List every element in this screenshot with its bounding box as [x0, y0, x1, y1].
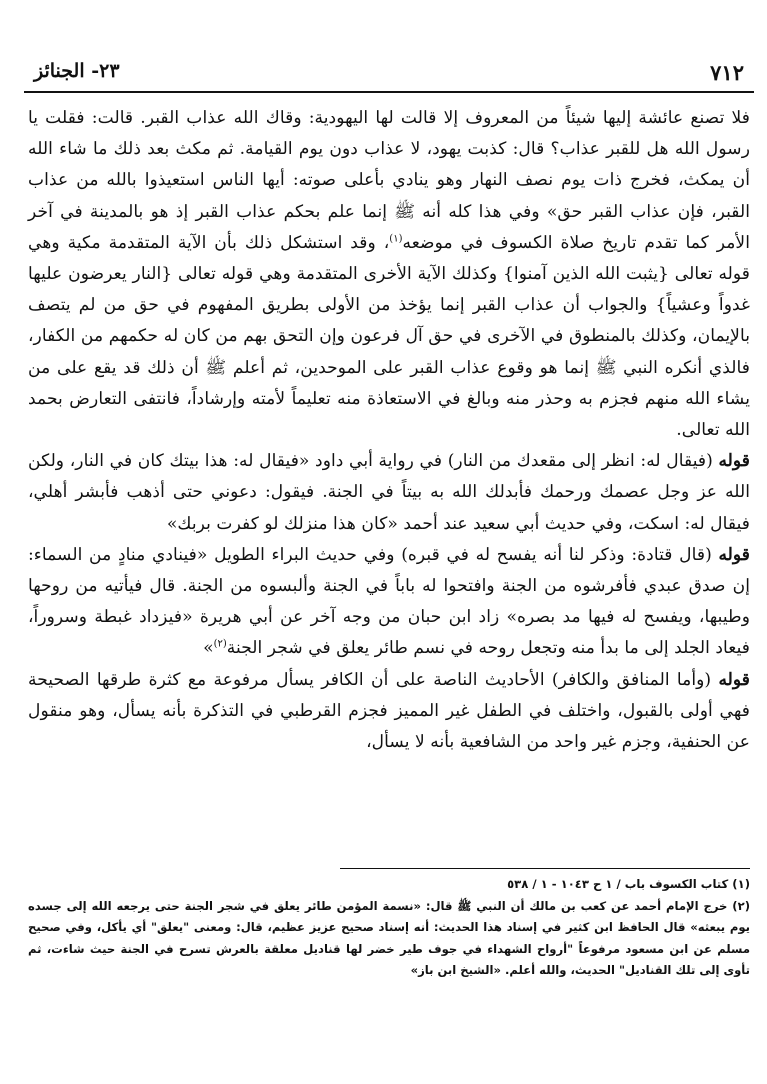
page-number: ٧١٢: [710, 60, 744, 85]
footnote-1: (١) كتاب الكسوف باب / ١ ح ١٠٤٣ - ١ / ٥٣٨: [507, 877, 750, 891]
paragraph-2: [28, 446, 750, 540]
paragraph-3: [28, 540, 750, 665]
keyword-qawluh: قوله: [718, 669, 750, 690]
footnote-rule: [340, 868, 750, 869]
paragraph-4-text: (وأما المنافق والكافر) الأحاديث الناصة على أن الكافر يسأل مرفوعة مع كثرة طرقها الصحيحة فهي أولى بالقبول، واختلف في الطفل غير المميز فجزم القرطبي في التذكرة بأنه يسأل، وهو منقول عن الحنفية، وجزم غير واحد من الشافعية بأنه لا يسأل،: [28, 669, 750, 753]
paragraph-1-tail: ، وقد استشكل ذلك بأن الآية المتقدمة مكية وهي قوله تعالى {يثبت الله الذين آمنوا} وكذلك الآية الأخرى المتقدمة وهي قوله تعالى {النار يعرضون عليها غدواً وعشياً} والجواب أن عذاب القبر إنما يؤخذ من الأولى بطريق المفهوم في حق من لم يتصف بالإيمان، وكذلك بالمنطوق في الآخرى في حق آل فرعون وإن التحق بهم من كان له حكمهم من الكفار، فالذي أنكره النبي ﷺ إنما هو وقوع عذاب القبر على الموحدين، ثم أعلم ﷺ أن ذلك قد يقع على من يشاء الله منهم فجزم به وحذر منه وبالغ في الاستعاذة منه تعليماً لأمته وإرشاداً، فانتفى التعارض بحمد الله تعالى.: [28, 232, 750, 441]
header-rule: [24, 91, 754, 93]
paragraph-1: [28, 103, 750, 446]
footnote-ref-1: (١): [389, 233, 403, 245]
paragraph-3-tail: »: [203, 638, 214, 659]
page-header: [26, 50, 752, 90]
paragraph-3-text: (قال قتادة: وذكر لنا أنه يفسح له في قبره) وفي حديث البراء الطويل «فينادي منادٍ من السماء: إن صدق عبدي فأفرشوه من الجنة وافتحوا له باباً في الجنة وألبسوه من الجنة. قال فيأتيه من روحها وطيبها، ويفسح له فيها مد بصره» زاد ابن حبان من وجه آخر عن أبي هريرة «فيزداد غبطة وسروراً، فيعاد الجلد إلى ما بدأ منه وتجعل روحه في نسم طائر يعلق في شجر الجنة: [28, 544, 750, 659]
footnote-ref-2: (٢): [213, 638, 227, 650]
paragraph-2-text: (فيقال له: انظر إلى مقعدك من النار) في رواية أبي داود «فيقال له: هذا بيتك كان في النار، ولكن الله عز وجل عصمك ورحمك فأبدلك الله به بيتاً في الجنة. فيقول: دعوني حتى أذهب فأبشر أهلي، فيقال له: اسكت، وفي حديث أبي سعيد عند أحمد «كان هذا منزلك لو كفرت بربك»: [28, 451, 750, 534]
footnotes: [28, 874, 750, 982]
running-title: ٢٣- الجنائز: [34, 60, 120, 82]
main-text: [28, 103, 750, 758]
keyword-qawluh: قوله: [718, 544, 750, 565]
footnote-2: (٢) خرج الإمام أحمد عن كعب بن مالك أن النبي ﷺ قال: «نسمة المؤمن طائر يعلق في شجر الجنة حتى يرجعه الله إلى جسده يوم يبعثه» قال الحافظ ابن كثير في إسناد هذا الحديث: أنه إسناد صحيح عزيز عظيم، قال: ومعنى "يعلق" أي يأكل، وفي صحيح مسلم عن ابن مسعود مرفوعاً "أرواح الشهداء في جوف طير خضر لها قناديل معلقة بالعرش تسرح في الجنة حيث شاءت، ثم تأوى إلى تلك القناديل" الحديث، والله أعلم. «الشيخ ابن باز»: [28, 898, 750, 977]
keyword-qawluh: قوله: [718, 451, 750, 472]
paragraph-1-text: فلا تصنع عائشة إليها شيئاً من المعروف إلا قالت لها اليهودية: وقاك الله عذاب القبر. قالت: فقلت يا رسول الله هل للقبر عذاب؟ قال: كذبت يهود، لا عذاب دون يوم القيامة. ثم مكث بعد ذلك ما شاء الله أن يمكث، فخرج ذات يوم نصف النهار وهو ينادي بأعلى صوته: أيها الناس استعيذوا بالله من عذاب القبر، فإن عذاب القبر حق» وفي هذا كله أنه ﷺ إنما علم بحكم عذاب القبر إذ هو بالمدينة في آخر الأمر كما تقدم تاريخ صلاة الكسوف في موضعه: [28, 108, 750, 253]
paragraph-4: [28, 665, 750, 759]
